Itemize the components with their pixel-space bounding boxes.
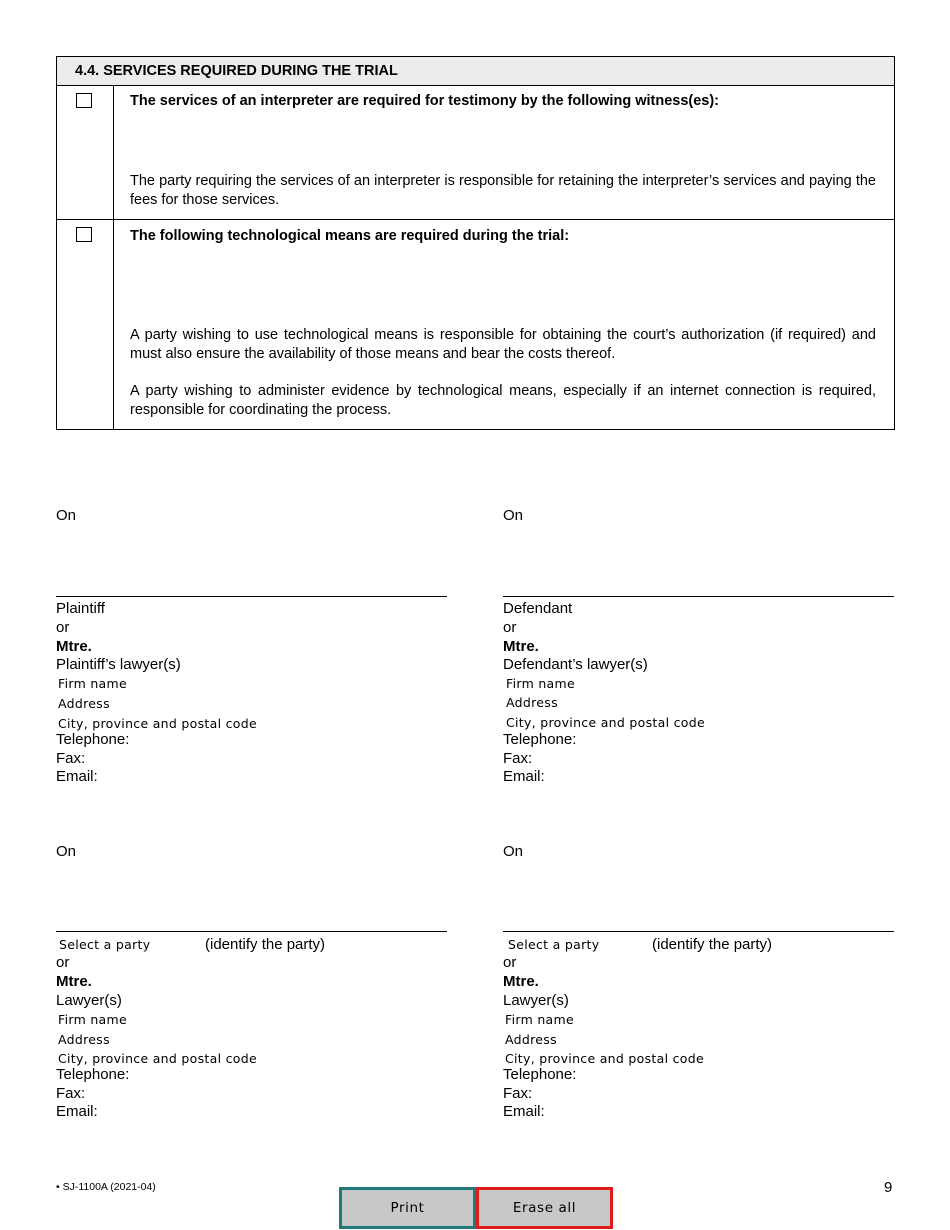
city-field[interactable]: City, province and postal code bbox=[506, 715, 705, 730]
signature-line[interactable] bbox=[56, 596, 447, 597]
lawyer-label: Defendant’s lawyer(s) bbox=[503, 656, 648, 673]
interpreter-title: The services of an interpreter are required for testimony by the following witness(es): bbox=[130, 93, 719, 109]
party-label: Plaintiff bbox=[56, 600, 105, 617]
telephone-label: Telephone: bbox=[56, 731, 130, 748]
on-label: On bbox=[56, 843, 77, 860]
mtre-label: Mtre. bbox=[503, 973, 539, 990]
or-label: or bbox=[56, 619, 70, 636]
lawyer-label: Lawyer(s) bbox=[503, 992, 569, 1009]
row-divider bbox=[57, 219, 894, 220]
services-table bbox=[56, 56, 895, 430]
on-label: On bbox=[503, 843, 524, 860]
fax-label: Fax: bbox=[503, 750, 533, 767]
technology-checkbox[interactable] bbox=[76, 227, 92, 242]
address-field[interactable]: Address bbox=[505, 1032, 557, 1047]
mtre-label: Mtre. bbox=[503, 638, 539, 655]
city-field[interactable]: City, province and postal code bbox=[505, 1051, 704, 1066]
technology-note-coordination: A party wishing to administer evidence by technological means, especially if an internet connection is required, responsible for coordinating the process. bbox=[130, 383, 876, 418]
on-label: On bbox=[56, 507, 77, 524]
telephone-label: Telephone: bbox=[503, 731, 577, 748]
signature-line[interactable] bbox=[503, 931, 894, 932]
technology-title: The following technological means are required during the trial: bbox=[130, 228, 570, 244]
lawyer-label: Plaintiff’s lawyer(s) bbox=[56, 656, 181, 673]
telephone-label: Telephone: bbox=[503, 1066, 577, 1083]
city-field[interactable]: City, province and postal code bbox=[58, 716, 257, 731]
or-label: or bbox=[503, 954, 517, 971]
lawyer-label: Lawyer(s) bbox=[56, 992, 122, 1009]
party-label: Defendant bbox=[503, 600, 573, 617]
mtre-label: Mtre. bbox=[56, 638, 92, 655]
firm-name-field[interactable]: Firm name bbox=[58, 676, 127, 691]
fax-label: Fax: bbox=[56, 1085, 86, 1102]
fax-label: Fax: bbox=[503, 1085, 533, 1102]
telephone-label: Telephone: bbox=[56, 1066, 130, 1083]
or-label: or bbox=[503, 619, 517, 636]
email-label: Email: bbox=[503, 768, 545, 785]
email-label: Email: bbox=[56, 768, 98, 785]
page-number: 9 bbox=[884, 1179, 893, 1196]
identify-party-label: (identify the party) bbox=[652, 936, 773, 953]
firm-name-field[interactable]: Firm name bbox=[58, 1012, 127, 1027]
signature-line[interactable] bbox=[503, 596, 894, 597]
city-field[interactable]: City, province and postal code bbox=[58, 1051, 257, 1066]
identify-party-label: (identify the party) bbox=[205, 936, 326, 953]
mtre-label: Mtre. bbox=[56, 973, 92, 990]
column-divider bbox=[113, 85, 114, 429]
form-code: • SJ-1100A (2021-04) bbox=[56, 1181, 156, 1193]
address-field[interactable]: Address bbox=[506, 695, 558, 710]
print-button[interactable]: Print bbox=[339, 1187, 476, 1229]
firm-name-field[interactable]: Firm name bbox=[505, 1012, 574, 1027]
address-field[interactable]: Address bbox=[58, 696, 110, 711]
signature-line[interactable] bbox=[56, 931, 447, 932]
firm-name-field[interactable]: Firm name bbox=[506, 676, 575, 691]
select-party-dropdown[interactable]: Select a party bbox=[508, 937, 600, 952]
services-header: 4.4. SERVICES REQUIRED DURING THE TRIAL bbox=[57, 57, 894, 86]
on-label: On bbox=[503, 507, 524, 524]
interpreter-note: The party requiring the services of an interpreter is responsible for retaining the interpreter’s services and paying the fees for those services. bbox=[130, 173, 876, 208]
fax-label: Fax: bbox=[56, 750, 86, 767]
address-field[interactable]: Address bbox=[58, 1032, 110, 1047]
or-label: or bbox=[56, 954, 70, 971]
erase-all-button[interactable]: Erase all bbox=[476, 1187, 613, 1229]
email-label: Email: bbox=[503, 1103, 545, 1120]
select-party-dropdown[interactable]: Select a party bbox=[59, 937, 151, 952]
technology-note-authorization: A party wishing to use technological means is responsible for obtaining the court’s authorization (if required) and must also ensure the availability of those means and bear the costs thereof. bbox=[130, 327, 876, 362]
email-label: Email: bbox=[56, 1103, 98, 1120]
interpreter-checkbox[interactable] bbox=[76, 93, 92, 108]
